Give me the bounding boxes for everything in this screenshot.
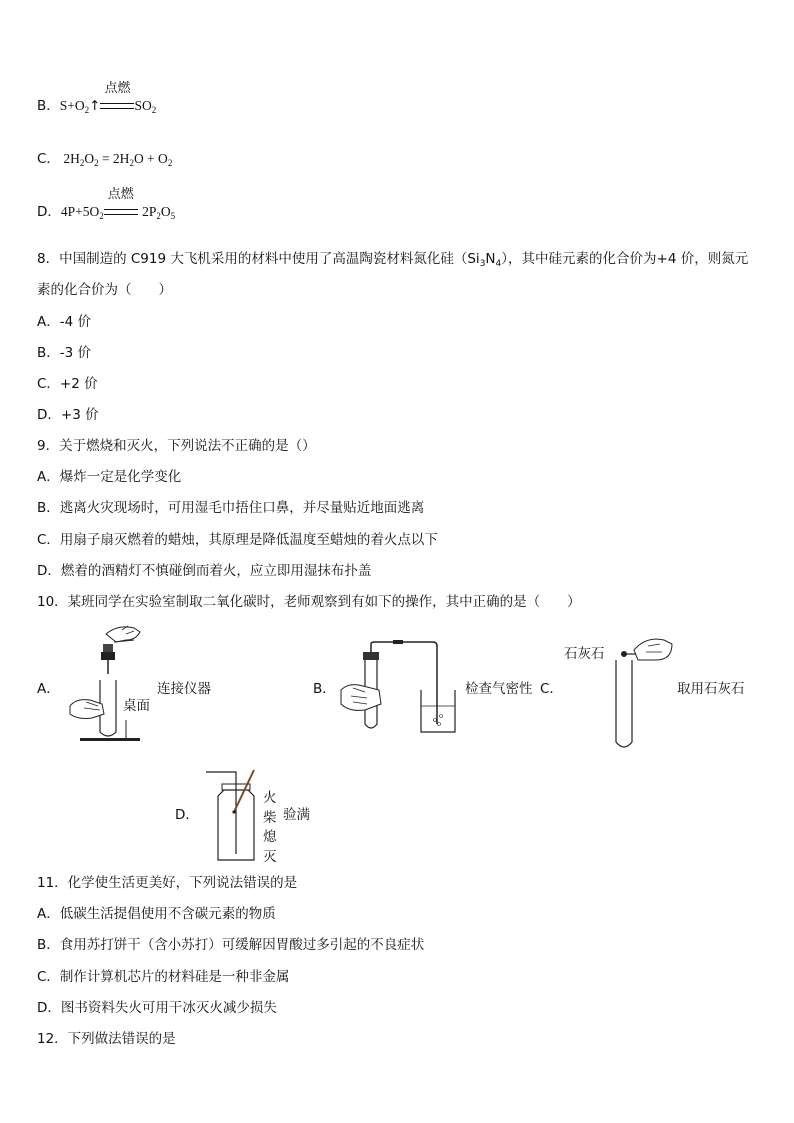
- q7-option-d: [37, 187, 176, 225]
- q10-option-a-label: A．: [37, 681, 60, 697]
- q9-stem: 9．关于燃烧和灭火，下列说法不正确的是（）: [37, 438, 316, 454]
- q8-stem-line2: 素的化合价为（ ）: [37, 282, 172, 298]
- q10-option-a-caption: 连接仪器: [157, 681, 211, 697]
- q7-option-c-label: C．: [37, 151, 60, 167]
- q10-option-c-stone-label: 石灰石: [564, 646, 605, 662]
- q10-option-d-caption: 验满: [283, 807, 310, 823]
- q11-option-d: D．图书资料失火可用干冰灭火减少损失: [37, 1000, 277, 1016]
- q7-option-b-condition: 点燃: [100, 97, 134, 115]
- connect-apparatus-figure: [66, 622, 156, 744]
- q9-option-a: A．爆炸一定是化学变化: [37, 469, 182, 485]
- q8-option-d: D．+3 价: [37, 407, 99, 423]
- q7-option-d-condition: 点燃: [104, 203, 138, 221]
- q11-option-a: A．低碳生活提倡使用不含碳元素的物质: [37, 906, 276, 922]
- q9-option-b: B．逃离火灾现场时，可用湿毛巾捂住口鼻，并尽量贴近地面逃离: [37, 500, 425, 516]
- q8-stem-line1: 8．中国制造的 C919 大飞机采用的材料中使用了高温陶瓷材料氮化硅$(Si_3N_4)$，其中硅元素的化合价为+4 价，则氮元: [37, 251, 749, 269]
- q7-option-b-reactant: $S+O_2$: [59, 98, 90, 115]
- q11-stem: 11．化学使生活更美好，下列说法错误的是: [37, 875, 298, 891]
- q8-option-b: B．-3 价: [37, 345, 92, 361]
- q7-option-b-product: $SO_2$: [134, 98, 157, 115]
- q10-option-d-label: D．: [175, 807, 199, 823]
- q7-option-d-label: D．: [37, 204, 61, 220]
- air-tightness-check-figure: [335, 640, 465, 740]
- q11-option-b: B．食用苏打饼干（含小苏打）可缓解因胃酸过多引起的不良症状: [37, 937, 425, 953]
- q8-option-a: A．-4 价: [37, 314, 91, 330]
- q7-option-b: [37, 81, 157, 119]
- q7-option-b-label: B．: [37, 98, 60, 114]
- q11-option-c: C．制作计算机芯片的材料硅是一种非金属: [37, 969, 290, 985]
- q10-option-c-label: C．: [540, 681, 563, 697]
- q12-stem: 12．下列做法错误的是: [37, 1031, 176, 1047]
- q8-option-c: C．+2 价: [37, 376, 98, 392]
- q7-option-c-equation: $2H_2O_2 = 2H_2O + O_2$: [63, 151, 173, 168]
- q10-option-d-match-note: 火 柴 熄 灭: [263, 790, 277, 865]
- gas-full-check-figure: [200, 768, 262, 864]
- q9-option-d: D．燃着的酒精灯不慎碰倒而着火，应立即用湿抹布扑盖: [37, 563, 372, 579]
- take-limestone-figure: [606, 630, 676, 752]
- q7-option-c: [37, 150, 172, 172]
- q10-option-c-caption: 取用石灰石: [677, 681, 745, 697]
- gas-arrow-icon: ↑: [89, 98, 101, 114]
- q9-option-c: C．用扇子扇灭燃着的蜡烛，其原理是降低温度至蜡烛的着火点以下: [37, 532, 438, 548]
- q7-option-d-reactant: $4P+5O_2$: [60, 204, 104, 221]
- q10-option-b-caption: 检查气密性: [465, 681, 533, 697]
- q10-option-a-desk-label: 桌面: [123, 698, 150, 714]
- q7-option-d-product: $2P_2O_5$: [142, 204, 176, 221]
- q10-stem: 10．某班同学在实验室制取二氧化碳时，老师观察到有如下的操作，其中正确的是（ ）: [37, 594, 581, 610]
- q10-option-b-label: B．: [313, 681, 336, 697]
